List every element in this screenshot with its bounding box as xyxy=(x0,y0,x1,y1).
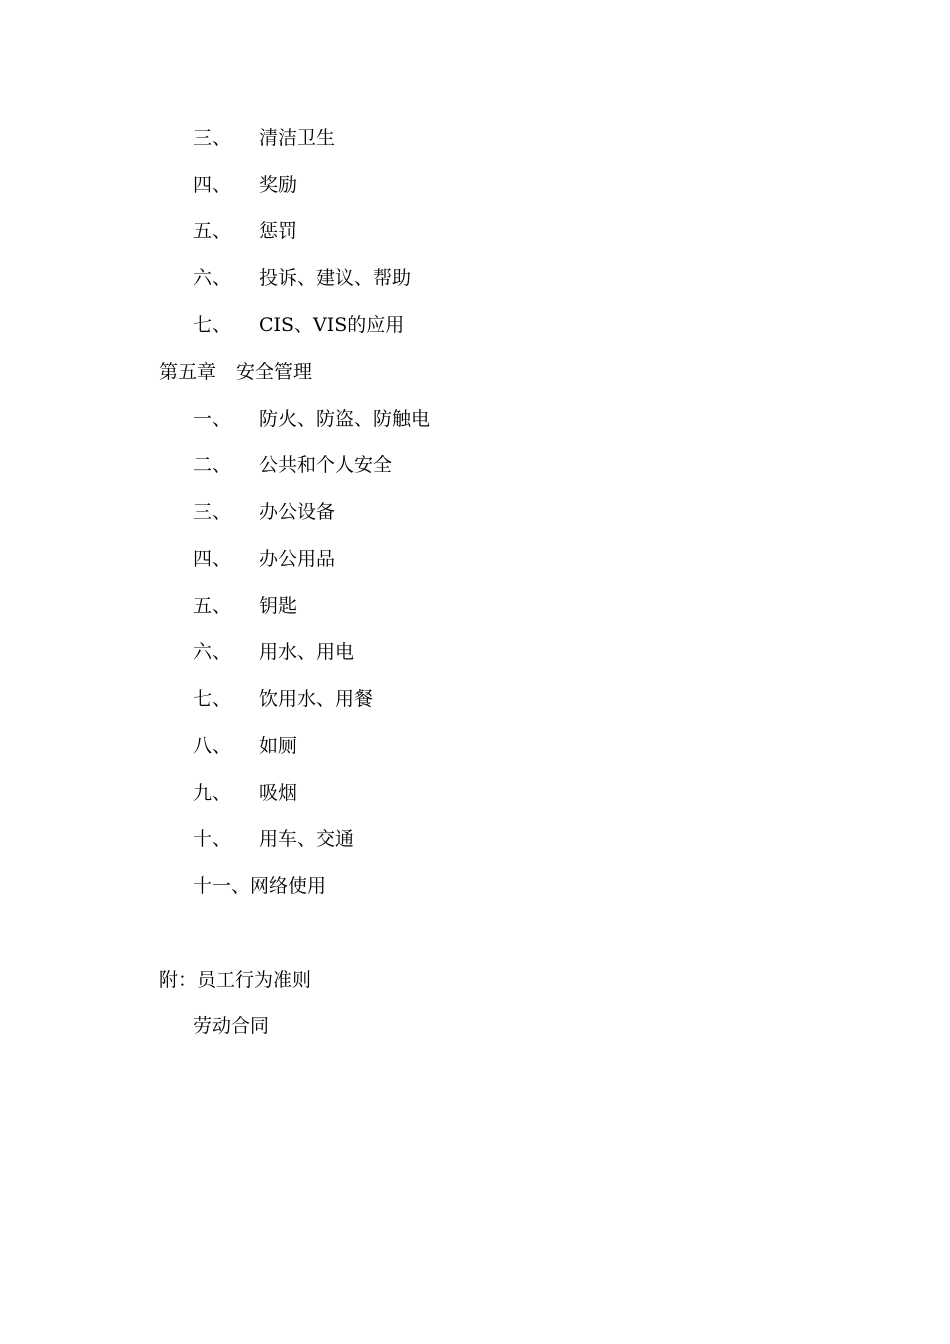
toc-item-number: 十、 xyxy=(193,828,232,850)
toc-item-number: 七、 xyxy=(193,314,232,336)
toc-item-text: CIS、VIS的应用 xyxy=(259,314,405,336)
toc-item-text: 办公设备 xyxy=(259,501,336,523)
toc-item-text: 防火、防盗、防触电 xyxy=(259,408,431,430)
toc-item-text: 办公用品 xyxy=(259,548,336,570)
toc-item-number: 六、 xyxy=(193,641,232,663)
toc-item-text: 投诉、建议、帮助 xyxy=(259,267,412,289)
toc-item-text: 用车、交通 xyxy=(259,828,355,850)
toc-item-number: 八、 xyxy=(193,735,232,757)
toc-item-text: 饮用水、用餐 xyxy=(259,688,374,710)
toc-item-text: 钥匙 xyxy=(259,595,298,617)
appendix-line: 附：员工行为准则 xyxy=(159,969,312,991)
toc-item-text: 清洁卫生 xyxy=(259,127,336,149)
toc-item-number: 九、 xyxy=(193,782,232,804)
toc-item-text: 用水、用电 xyxy=(259,641,355,663)
toc-item-number: 一、 xyxy=(193,408,232,430)
toc-item-text: 惩罚 xyxy=(259,220,298,242)
chapter-label: 第五章 xyxy=(159,361,217,383)
toc-item-number: 七、 xyxy=(193,688,232,710)
toc-item-number: 五、 xyxy=(193,595,232,617)
toc-item-number: 四、 xyxy=(193,174,232,196)
toc-item-text: 如厕 xyxy=(259,735,298,757)
toc-item-number: 三、 xyxy=(193,501,232,523)
toc-item-text: 公共和个人安全 xyxy=(259,454,393,476)
toc-item-number: 四、 xyxy=(193,548,232,570)
toc-item-text: 奖励 xyxy=(259,174,298,196)
toc-item-text: 吸烟 xyxy=(259,782,298,804)
chapter-title: 安全管理 xyxy=(236,361,313,383)
toc-item-number: 二、 xyxy=(193,454,232,476)
toc-item-number: 六、 xyxy=(193,267,232,289)
toc-item-full: 十一、网络使用 xyxy=(193,875,327,897)
toc-item-number: 五、 xyxy=(193,220,232,242)
toc-item-number: 三、 xyxy=(193,127,232,149)
appendix-line: 劳动合同 xyxy=(193,1015,270,1037)
